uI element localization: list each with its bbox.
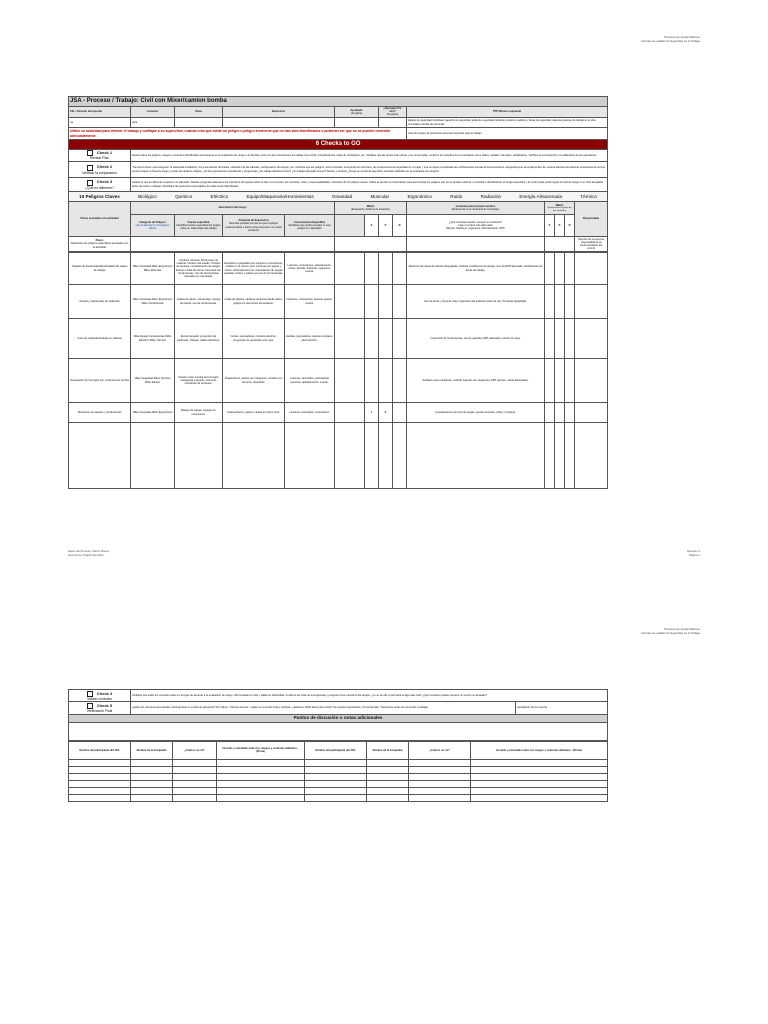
- residual-risk-cell[interactable]: [565, 403, 575, 423]
- check5-sub: Verificación Final: [86, 709, 113, 714]
- empty-cell[interactable]: [365, 423, 379, 489]
- company-header-left: Nombre de la Compañía: [131, 741, 173, 759]
- residual-probability-cell[interactable]: [555, 403, 565, 423]
- participant-cell[interactable]: [217, 780, 305, 787]
- footer-left-line2: Fecha/mes: Página Revisión: [68, 552, 104, 557]
- hazard-biological: Biológico: [138, 193, 157, 199]
- empty-cell[interactable]: [393, 423, 407, 489]
- hazard-row: [69, 359, 608, 403]
- hazard-row: [69, 403, 608, 423]
- step-cell[interactable]: Preparación de hormigón con mixer/camion bomba: [69, 359, 131, 403]
- steps-sub-note: Seleccione los peligros específicos asociados con la actividad: [70, 242, 129, 249]
- severity-cell[interactable]: 2: [365, 403, 379, 423]
- source-cell[interactable]: Conducir vehículo, Movimiento de material. Usuario mal estado. Tránsito de equipos. Levantamiento de cargas. Exceso o falta de ritmos. Personas con herramientas. Uso de herramientas manuales en mal estado.: [175, 253, 223, 285]
- participant-cell[interactable]: [131, 759, 173, 766]
- participants-table: [68, 741, 608, 802]
- responsible-header: Responsable: [575, 202, 608, 237]
- matrix-r-letter: R: [393, 215, 407, 237]
- check1-text: Revise todos los peligros, riesgos y controles identificados previamente en la evaluación de riesgo o el del lista, junto con las conclusiones de trabajo como DoS, procedimientos, listas de verificación, etc. Verifique que las tareas sean claras y se comprendan, confirme los métodos de comunicación como radios, señales manuales, señalización. Verifique la competencia y la calificación de los operadores.: [131, 149, 608, 161]
- check3-cell: [69, 178, 131, 192]
- matrix-header: [335, 202, 407, 215]
- residual-note: (Evaluación Después de los controles): [547, 206, 572, 212]
- participant-cell[interactable]: [305, 794, 367, 801]
- hazard-row: [69, 253, 608, 285]
- page1-header-line1: Procesos de ventas Matrices: [664, 35, 700, 39]
- empty-cell[interactable]: [407, 423, 545, 489]
- key-hazards-label: 10 Peligros Claves: [79, 193, 120, 199]
- consequence-cell[interactable]: Lesiones, dermatitis, quemaduras químicas, aplastamiento, muerte.: [285, 359, 335, 403]
- hazard-desc-header: Descripción del riesgo: [131, 202, 335, 215]
- jsa-page1-form: [68, 96, 607, 489]
- category-cell[interactable]: 1Mec Equipo herramientas 2Mec Eléctrico 3Mec Térmico: [131, 319, 175, 359]
- controls-subheader-empty: [407, 237, 545, 252]
- check2-checkbox[interactable]: [87, 165, 93, 171]
- footer-left-line1: Datos del Proceso: Matriz Mapeo: [68, 549, 110, 553]
- responsible-cell[interactable]: [575, 285, 608, 319]
- empty-cell[interactable]: [379, 423, 393, 489]
- source-cell[interactable]: Esmeril angular, proyección de partículas, chispas, cables eléctricos.: [175, 319, 223, 359]
- check4-name: Check 4: [96, 690, 113, 696]
- responsible-note: Nombre de la persona responsable de la implementación del control: [575, 237, 608, 252]
- participant-cell[interactable]: [471, 773, 608, 780]
- discussion-title: Puntos de discusión o notas adicionales: [69, 714, 608, 722]
- exposure-header: [223, 215, 285, 237]
- reviewed-value: [379, 118, 407, 128]
- controls-note: (Referencia en la Jerarquía de Controles): [451, 208, 500, 212]
- responsible-cell[interactable]: [575, 359, 608, 403]
- residual-severity-cell[interactable]: [545, 285, 555, 319]
- reviewed-label: [379, 106, 407, 118]
- source-cell[interactable]: Camión mixer, bomba de hormigón, mangueras a presión, cemento, maniobras de retroceso.: [175, 359, 223, 403]
- participant-cell[interactable]: [131, 766, 173, 773]
- participant-row: [69, 787, 608, 794]
- hazard-rows-table: [68, 252, 608, 489]
- signature-header-left: He leído y entendido todos los riesgos y controles definidos - (Firma): [217, 741, 305, 759]
- risk-cell[interactable]: [393, 359, 407, 403]
- empty-cell[interactable]: [69, 423, 131, 489]
- participant-cell[interactable]: [217, 773, 305, 780]
- source-note: Identificar fuente específica del peligro clave en cada etapa del trabajo: [176, 223, 221, 231]
- consequence-title: Consecuencia Específica: [293, 220, 326, 224]
- severity-cell[interactable]: [365, 253, 379, 285]
- step-cell[interactable]: Recepción de equipos y herramientas: [69, 403, 131, 423]
- matrix-subheader-empty: [335, 237, 407, 252]
- category-cell[interactable]: 1Mec Gravedad 2Mec Químico 3Mec Equipo: [131, 359, 175, 403]
- participant-cell[interactable]: [69, 766, 131, 773]
- page1-footer-left: [68, 550, 109, 557]
- source-header: [175, 215, 223, 237]
- hazard-equipment: Equipo/Maquinaria/Herramientas: [246, 193, 314, 199]
- consequence-header: [285, 215, 335, 237]
- matrix-title: Matriz: [366, 204, 375, 208]
- responsible-cell[interactable]: [575, 253, 608, 285]
- page1-footer-right: [684, 550, 700, 557]
- exposure-note: Describa posibles formas en que el peligro ocasiona daño o lesión a las personas o el medio ambiente: [225, 222, 282, 232]
- participant-cell[interactable]: [367, 780, 409, 787]
- page2-header-line1: Procesos de ventas Matrices: [664, 627, 700, 631]
- severity-cell[interactable]: [365, 285, 379, 319]
- step-cell[interactable]: Corte de materiales/trabajo en caliente: [69, 319, 131, 359]
- reviewed-sub: (Si aplica): [386, 113, 399, 117]
- company-header-right: Nombre de la Compañía: [367, 741, 409, 759]
- jsa-page2-form: [68, 689, 607, 802]
- check4-cell: [69, 690, 131, 702]
- key-hazards-row: [69, 192, 608, 202]
- residual-r-letter: R: [565, 215, 575, 237]
- hazard-radiation: Radiación: [480, 193, 502, 199]
- check3-sub: ¿Qué es diferente?: [84, 185, 115, 190]
- step-cell[interactable]: Armado y desarmado de andamios: [69, 285, 131, 319]
- participant-row: [69, 780, 608, 787]
- role-header-right: ¿Cuál es su rol?: [409, 741, 471, 759]
- signature-header-right: He leído y entendido todos los riesgos y controles definidos - (Firma): [471, 741, 608, 759]
- controls-question-1: ¿Qué controles pueden prevenir su incidente?: [448, 220, 503, 224]
- hazard-ergonomic: Ergonómico: [407, 193, 432, 199]
- approved-value: [335, 118, 379, 128]
- check2-sub: Verificar la preparación: [82, 170, 117, 175]
- hazard-chemical: Químico: [175, 193, 193, 199]
- source-cell[interactable]: Manejo de cargas, equipos en movimiento.: [175, 403, 223, 423]
- participant-cell[interactable]: [367, 773, 409, 780]
- participant-cell[interactable]: [173, 766, 217, 773]
- residual-risk-cell[interactable]: [565, 253, 575, 285]
- check2-name: Check 2: [96, 164, 113, 170]
- check3-checkbox[interactable]: [87, 180, 93, 186]
- participant-cell[interactable]: [131, 780, 173, 787]
- page2-header: [600, 628, 700, 635]
- control-cell[interactable]: Uso de arnés y línea de vida. Inspección del andamio antes de uso. Personal capacitado.: [407, 285, 545, 319]
- ptp-label: PTP Número requerido: [407, 106, 608, 118]
- hazard-stored-energy: Energía Almacenada: [519, 193, 563, 199]
- check1-name: Check 1: [96, 150, 113, 156]
- empty-cell[interactable]: [285, 423, 335, 489]
- participant-cell[interactable]: [409, 773, 471, 780]
- consequence-cell[interactable]: Heridas, quemaduras, lesiones oculares, electrocución.: [285, 319, 335, 359]
- responsible-cell[interactable]: [575, 319, 608, 359]
- probability-cell[interactable]: [379, 285, 393, 319]
- severity-cell[interactable]: [365, 359, 379, 403]
- empty-cell[interactable]: [131, 423, 175, 489]
- matrix-blank-cell[interactable]: [335, 253, 365, 285]
- participant-cell[interactable]: [471, 766, 608, 773]
- participant-cell[interactable]: [305, 766, 367, 773]
- footer-right-line2: Página 1: [688, 552, 700, 557]
- participant-cell[interactable]: [409, 787, 471, 794]
- participant-cell[interactable]: [217, 787, 305, 794]
- risk-cell[interactable]: [393, 285, 407, 319]
- residual-header: [545, 202, 575, 215]
- check5-cell: [69, 702, 131, 714]
- reviewed-title: ¿Revisado Por otro?: [383, 107, 402, 114]
- check1-cell: [69, 149, 131, 161]
- risk-cell[interactable]: [393, 403, 407, 423]
- residual-s-letter: S: [545, 215, 555, 237]
- check5-text: ¿Están los recursos para atender contingencias en el sitio de ejecución? Por último, "Camine la línea", realice un recorrido final y verifique. ¿Estamos 100% listos para iniciar? Se requiere aprobación y firma del líder / Supervisor antes de comenzar a trabajar.: [131, 702, 516, 714]
- check3-name: Check 3: [96, 179, 113, 185]
- participant-cell[interactable]: [131, 773, 173, 780]
- hazard-noise: Ruido: [450, 193, 463, 199]
- matrix-blank-cell[interactable]: [335, 359, 365, 403]
- residual-subheader-empty: [545, 237, 575, 252]
- matrix-blank-cell[interactable]: [335, 319, 365, 359]
- controls-question-2: Liste el control más adecuado: [458, 223, 493, 227]
- supervisor-value: [223, 118, 335, 128]
- participant-cell[interactable]: [367, 766, 409, 773]
- probability-cell[interactable]: [379, 319, 393, 359]
- category-cell[interactable]: 1Mec Gravedad 2Mec Ergonómico: [131, 403, 175, 423]
- fsl-value: na: [69, 118, 131, 128]
- check3-text: Analice lo que es diferente respecto a lo planeado. Realice preguntas abiertas a los miembros del equipo sobre el sitio, los recursos, los controles, roles y responsabilidades, ubicación de 10 peligros claves. Utilice la sección a continuación para documentar los peligros que no se pueden eliminar o controlar e identificación el riesgo específico y el control para poder lograr el nivel de riesgo a un nivel aceptable antes de iniciar o trabajar. Identifique las personas responsables de cada control identificado.: [131, 178, 608, 192]
- empty-row: [69, 423, 608, 489]
- residual-title: Matriz: [555, 203, 564, 207]
- residual-probability-cell[interactable]: [555, 359, 565, 403]
- residual-probability-cell[interactable]: [555, 253, 565, 285]
- controls-header: [407, 202, 545, 215]
- approved-label: [335, 106, 379, 118]
- matrix-s-letter: S: [365, 215, 379, 237]
- residual-p-letter: P: [555, 215, 565, 237]
- check4-sub: Validar controles: [86, 696, 112, 701]
- steps-subheader: [69, 237, 131, 252]
- matrix-note: (Evaluación inicial de la situación): [351, 208, 390, 212]
- participant-cell[interactable]: [69, 780, 131, 787]
- participant-name-header-left: Nombre del participante del JSA: [69, 741, 131, 759]
- hazard-electrical: Eléctrico: [210, 193, 229, 199]
- desc-subheader-empty: [131, 237, 335, 252]
- participant-cell[interactable]: [69, 787, 131, 794]
- exposure-cell[interactable]: Sobreesfuerzo, golpes, caídas al mismo nivel.: [223, 403, 285, 423]
- participant-cell[interactable]: [305, 773, 367, 780]
- exposure-cell[interactable]: Cortes, quemaduras, contacto eléctrico, proyección de partículas a los ojos.: [223, 319, 285, 359]
- participant-cell[interactable]: [305, 787, 367, 794]
- category-header: [131, 215, 175, 237]
- residual-severity-cell[interactable]: [545, 403, 555, 423]
- exposure-cell[interactable]: Caída de objetos, caída de personas desde altura, golpes por elementos del andamio.: [223, 285, 285, 319]
- ppe-list-note: Lista de equipo de protección personal requerido para el trabajo: [407, 128, 608, 140]
- exposure-cell[interactable]: Atropellos o golpeados por equipos en movimiento. Caídas en el mismo nivel. Lesiones por golpes y cortes. Sobreesfuerzo por manipulación de cargas pesadas. Cortes o golpes por uso de herramientas.: [223, 253, 285, 285]
- empty-cell[interactable]: [555, 423, 565, 489]
- jsa-title: JSA - Proceso / Trabajo: Civil con Mixer/camion bomba: [69, 97, 608, 107]
- check2-text: "Camine la línea" para asegurar: la adecuada instalación, los movimientos de fluidos, ubicación de las válvulas, configuración del equipo, etc. Verifique que los peligros, otros controles, incluyendo los permisos, las protecciones de seguridad en su lugar y que se hayan completado las verificaciones previas al funcionamiento. Asegúrese que se implementen de manera efectiva las barreras protectoras de tiempo, puntos ciegos, la línea de fuego y zonas de caída de objetos. ¿Si hay operaciones simultáneas y progresivas ¿Su trabajo afectará al otro? ¿Su trabajo afectado al suyo? Revise y controle ¿Tengo en el sitio de ejecución controles definidos en la evaluación de riesgos?: [131, 162, 608, 178]
- controls-questions: [407, 215, 545, 237]
- participant-cell[interactable]: [305, 759, 367, 766]
- approved-sub: (Si aplica): [350, 111, 363, 115]
- responsible-cell[interactable]: [575, 403, 608, 423]
- check2-cell: [69, 162, 131, 178]
- role-header-left: ¿Cuál es su rol?: [173, 741, 217, 759]
- probability-cell[interactable]: B: [379, 403, 393, 423]
- task-label: Tarea: [175, 106, 223, 118]
- location-value: obra: [131, 118, 175, 128]
- step-cell[interactable]: Traslado de áreas/materiales/traslado del equipo de trabajo: [69, 253, 131, 285]
- approved-title: Aprobado: [350, 108, 363, 112]
- participant-cell[interactable]: [367, 759, 409, 766]
- residual-risk-cell[interactable]: [565, 319, 575, 359]
- hazard-row: [69, 285, 608, 319]
- empty-cell[interactable]: [545, 423, 555, 489]
- consequence-cell[interactable]: Lesiones musculares, contusiones.: [285, 403, 335, 423]
- matrix-blank-cell[interactable]: [335, 285, 365, 319]
- consequence-cell[interactable]: Fracturas, contusiones, lesiones graves, muerte.: [285, 285, 335, 319]
- consequence-note: Identificar qué podría suceder si este peligro se materializa: [288, 223, 331, 231]
- matrix-blank-cell[interactable]: [335, 403, 365, 423]
- participant-cell[interactable]: [131, 787, 173, 794]
- participant-cell[interactable]: [367, 787, 409, 794]
- exposure-title: Potencial de Exposición: [238, 219, 269, 223]
- supervisor-label: Supervisor: [223, 106, 335, 118]
- participant-cell[interactable]: [69, 794, 131, 801]
- steps-header: Pasos asociados a la actividad: [69, 202, 131, 237]
- hazard-row: [69, 319, 608, 359]
- empty-cell[interactable]: [175, 423, 223, 489]
- participant-cell[interactable]: [173, 794, 217, 801]
- control-cell[interactable]: Mantener las áreas de tránsito despejadas. Verificar condiciones de equipo. Uso de EPP adecuado. Señalización de áreas de trabajo.: [407, 253, 545, 285]
- source-cell[interactable]: Caídas de altura, mal anclaje, manejo de piezas, uso de herramientas.: [175, 285, 223, 319]
- residual-probability-cell[interactable]: [555, 285, 565, 319]
- hazard-muscular: Muscular: [370, 193, 390, 199]
- check4-checkbox[interactable]: [87, 691, 93, 697]
- page1-header-line2: Formato de análisis de Seguridad en el Trabajo: [641, 38, 700, 43]
- probability-cell[interactable]: [379, 253, 393, 285]
- check5-approval[interactable]: Aprobación Firma / Fecha: [516, 702, 608, 714]
- hazard-thermal: Térmico: [580, 193, 597, 199]
- category-cell[interactable]: 1Mec Gravedad 2Mec Ergonómico 3Mec Muscular: [131, 253, 175, 285]
- check4-text: Verifique que todos los controles están en el lugar de acuerdo a la evaluación de riesgo, JSA revisado en sitio y valide su efectividad. Confirme las rutas de emergencias y pregunte a los miembros del equipo: ¿Lo ve de ello o qué haría si algo sale mal? ¿Qué controles pueden prevenir un evento no deseado?: [131, 690, 608, 702]
- participant-cell[interactable]: [69, 759, 131, 766]
- matrix-spacer: [335, 215, 365, 237]
- empty-cell[interactable]: [565, 423, 575, 489]
- participant-cell[interactable]: [69, 773, 131, 780]
- task-value: [175, 118, 223, 128]
- participant-row: [69, 794, 608, 801]
- footer-right-line1: Revisión 4: [686, 549, 700, 553]
- participant-row: [69, 773, 608, 780]
- residual-severity-cell[interactable]: [545, 319, 555, 359]
- exposure-cell[interactable]: Atrapamiento, golpes por manguera, contacto con cemento, atropellos.: [223, 359, 285, 403]
- participant-cell[interactable]: [409, 766, 471, 773]
- controls-title: Controles para prevenir eventos: [455, 204, 496, 208]
- participant-cell[interactable]: [471, 759, 608, 766]
- participant-cell[interactable]: [471, 787, 608, 794]
- participant-cell[interactable]: [173, 773, 217, 780]
- participant-cell[interactable]: [409, 794, 471, 801]
- participant-cell[interactable]: [173, 759, 217, 766]
- six-checks-title: 6 Checks to GO: [69, 140, 608, 150]
- participant-cell[interactable]: [471, 794, 608, 801]
- category-note: Use la lista de los 10 peligros claves: [135, 223, 170, 231]
- stop-work-authority: Utilice su autoridad para detener el trabajo y notifique a su supervisor, cuando crea que existe un peligro o peligro inminente que no han sido identificados o pudieran ser que no se pueden controlar adecuadamente.: [69, 128, 407, 140]
- participant-cell[interactable]: [217, 766, 305, 773]
- fsl-label: FSL / Función del reportar: [69, 106, 131, 118]
- residual-risk-cell[interactable]: [565, 285, 575, 319]
- participant-cell[interactable]: [173, 780, 217, 787]
- residual-severity-cell[interactable]: [545, 253, 555, 285]
- control-cell[interactable]: Señalero para maniobras, verificar sujeción de mangueras, EPP químico, áreas delimitadas.: [407, 359, 545, 403]
- risk-cell[interactable]: [393, 319, 407, 359]
- participant-cell[interactable]: [471, 780, 608, 787]
- probability-cell[interactable]: [379, 359, 393, 403]
- residual-probability-cell[interactable]: [555, 319, 565, 359]
- matrix-p-letter: P: [379, 215, 393, 237]
- participant-cell[interactable]: [217, 759, 305, 766]
- participant-cell[interactable]: [173, 787, 217, 794]
- controls-question-3: Elimine, Sustituya, Ingeniería, Administración, EPP: [446, 227, 505, 231]
- page2-header-line2: Formato de análisis de Seguridad en el Trabajo: [641, 630, 700, 635]
- empty-cell[interactable]: [575, 423, 608, 489]
- risk-cell[interactable]: [393, 253, 407, 285]
- category-title: Categoría de Peligros: [139, 220, 166, 224]
- participant-cell[interactable]: [217, 794, 305, 801]
- participant-cell[interactable]: [305, 780, 367, 787]
- check1-sub: Revisar Plan: [89, 156, 110, 161]
- residual-severity-cell[interactable]: [545, 359, 555, 403]
- severity-cell[interactable]: [365, 319, 379, 359]
- participant-cell[interactable]: [131, 794, 173, 801]
- participant-row: [69, 766, 608, 773]
- empty-cell[interactable]: [223, 423, 285, 489]
- page1-header: [600, 36, 700, 43]
- hazard-gravity: Gravedad: [331, 193, 353, 199]
- control-cell[interactable]: Inspección de herramientas, uso de guardas, EPP adecuado, extintor en área.: [407, 319, 545, 359]
- category-cell[interactable]: 1Mec Gravedad 2Mec Ergonómico 3Mec herramientas: [131, 285, 175, 319]
- participant-cell[interactable]: [409, 780, 471, 787]
- location-label: Locación: [131, 106, 175, 118]
- source-title: Fuente específica: [187, 220, 210, 224]
- control-cell[interactable]: Levantamiento correcto de cargas, ayuda mecánica, orden y limpieza.: [407, 403, 545, 423]
- participant-cell[interactable]: [409, 759, 471, 766]
- check5-name: Check 5: [96, 702, 113, 708]
- participant-cell[interactable]: [367, 794, 409, 801]
- ppe-required-text: Equipo de seguridad individual: capacho de seguridad, gafas de seguridad industrial, protector auditivo y botas de seguridad, además guantes de trabajo en el sitio, inmuebles entrada de personas.: [407, 118, 608, 128]
- empty-cell[interactable]: [335, 423, 365, 489]
- consequence-cell[interactable]: Lesiones, contusiones, aplastamiento, cortes, heridas, fracturas, esguinces, muerte.: [285, 253, 335, 285]
- residual-risk-cell[interactable]: [565, 359, 575, 403]
- discussion-notes-area[interactable]: [69, 722, 608, 740]
- participant-row: [69, 759, 608, 766]
- steps-sub-title: Pasos: [95, 239, 104, 243]
- participant-name-header-right: Nombre del participante del JSA: [305, 741, 367, 759]
